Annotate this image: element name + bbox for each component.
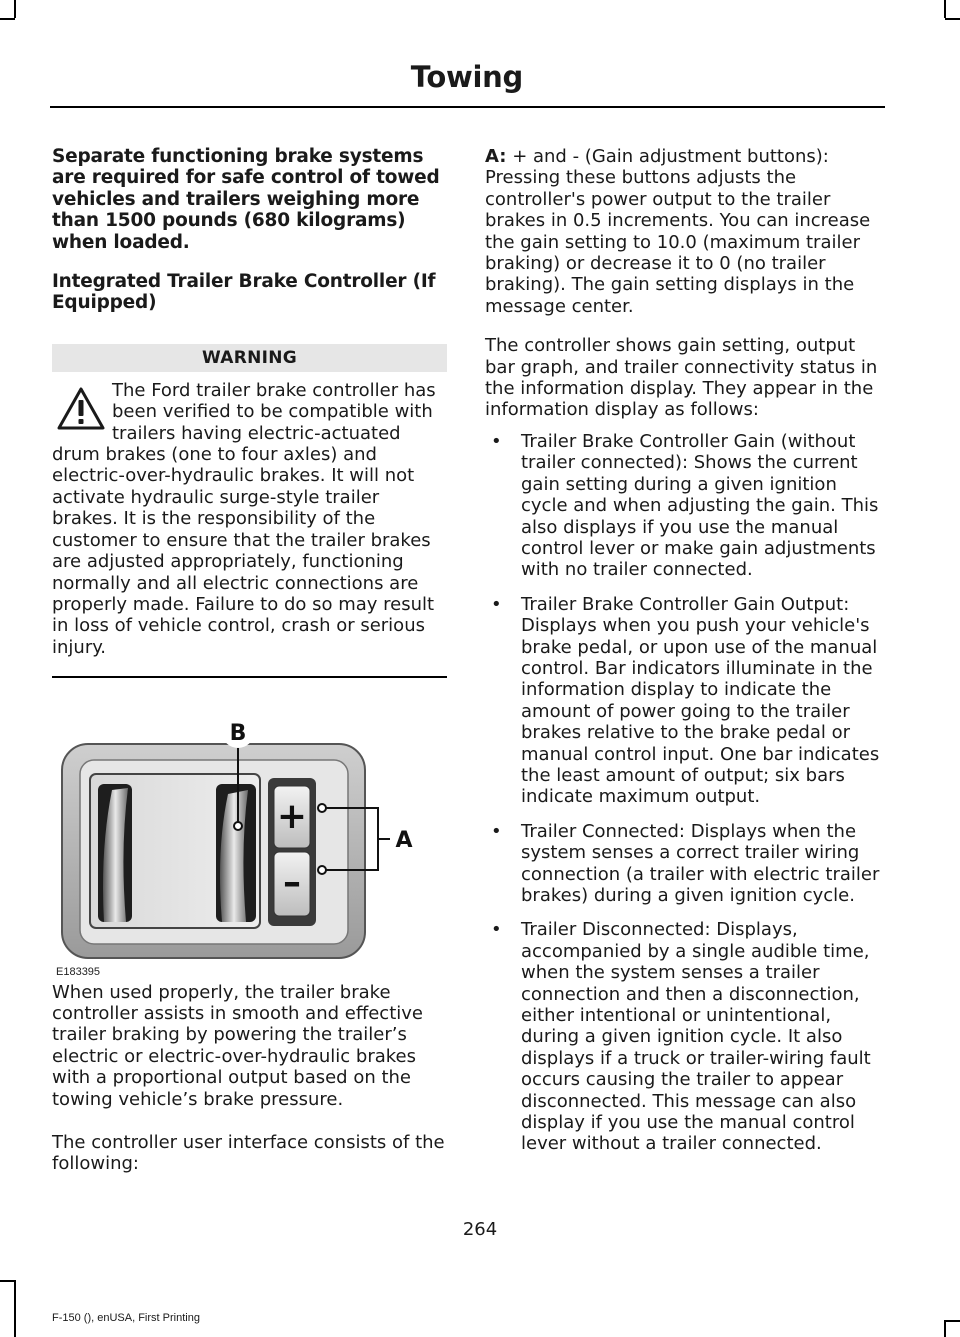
crop-mark-bottom-right-h (945, 1320, 960, 1322)
bullet-icon: • (491, 430, 502, 452)
crop-mark-top-left (14, 0, 16, 18)
warning-box (52, 344, 447, 678)
minus-button-glyph: – (283, 861, 301, 903)
crop-mark-top-right-h (945, 18, 960, 20)
bullet-icon: • (491, 820, 502, 842)
list-item (485, 821, 880, 907)
list-item-text: Trailer Connected: Displays when the system senses a correct trailer wiring connection (a trailer with electric trailer brakes) during a given ignition cycle. (521, 820, 880, 906)
list-item-text: Trailer Brake Controller Gain (without trailer connected): Shows the current gain setting during a given ignition cycle and when adjusting the gain. This also displays if you use the manual control lever or make gain adjustments with no trailer connected. (521, 430, 879, 581)
list-item (485, 594, 880, 808)
header-rule (50, 106, 885, 108)
crop-mark-bottom-right (944, 1320, 946, 1337)
list-item-text: Trailer Brake Controller Gain Output: Displays when you push your vehicle's brake pedal, or upon use of the manual control. Bar indicators illuminate in the information display to indicate the amount of power going to the trailer brakes relative to the brake pedal or manual control input. One bar indicates the least amount of output; six bars indicate maximum output. (521, 593, 880, 808)
crop-mark-top-left-h (0, 18, 15, 20)
figure-code: E183395 (56, 965, 101, 978)
page-title: Towing (410, 60, 523, 94)
intro-bold-paragraph: Separate functioning brake systems are required for safe control of towed vehicles and trailers weighing more than 1500 pounds (680 kilograms) when loaded. (52, 146, 440, 253)
item-a-text: + and - (Gain adjustment buttons): Pressing these buttons adjusts the controller's power output to the trailer brakes in 0.5 increments. You can increase the gain setting to 10.0 (maximum trailer braking) or decrease it to 0 (no trailer braking). The gain setting displays in the message center. (485, 146, 871, 317)
controller-description: When used properly, the trailer brake controller assists in smooth and effective trailer braking by powering the trailer’s electric or electric-over-hydraulic brakes with a proportional output based on the towing vehicle’s brake pressure. (52, 981, 423, 1110)
warning-title: WARNING (52, 344, 447, 372)
list-item (485, 431, 880, 581)
plus-button-glyph: + (276, 795, 308, 837)
crop-mark-bottom-left-h (0, 1280, 15, 1282)
warning-body (52, 380, 447, 658)
item-a-label: A: (485, 146, 507, 167)
left-column (52, 146, 447, 1175)
display-intro: The controller shows gain setting, output bar graph, and trailer connectivity status in the information display. They appear in the information display as follows: (485, 335, 878, 421)
warning-text: The Ford trailer brake controller has been verified to be compatible with trailers having electric-actuated drum brakes (one to four axles) and electric-over-hydraulic brakes. It will not activate hydraulic surge-style trailer brakes. It is the responsibility of the customer to ensure that the trailer brakes are adjusted appropriately, functioning normally and all electric connections are properly made. Failure to do so may result in loss of vehicle control, crash or serious injury. (52, 379, 436, 658)
warning-end-rule (52, 676, 447, 678)
crop-mark-top-right (944, 0, 946, 18)
display-message-list (485, 431, 880, 1155)
section-subheading: Integrated Trailer Brake Controller (If Equipped) (52, 271, 436, 314)
page-number: 264 (462, 1219, 498, 1240)
warning-triangle-icon (56, 386, 106, 432)
controller-illustration (52, 690, 447, 978)
callout-b-label: B (229, 720, 247, 746)
gain-buttons-description (485, 146, 880, 317)
bullet-icon: • (491, 593, 502, 615)
right-column (485, 146, 880, 1168)
controller-figure (52, 690, 447, 978)
bullet-icon: • (491, 919, 502, 941)
list-item-text: Trailer Disconnected: Displays, accompanied by a single audible time, when the system senses a trailer connection and then a disconnection, either intentional or unintentional, during a given ignition cycle. It also displays if a truck or trailer-wiring fault occurs causing the trailer to appear disconnected. This message can also display if you use the manual control lever without a trailer connected. (521, 919, 871, 1155)
crop-mark-bottom-left (14, 1280, 16, 1337)
interface-intro: The controller user interface consists of the following: (52, 1132, 445, 1175)
callout-a-label: A (395, 827, 413, 853)
edition-footer: F-150 (), enUSA, First Printing (52, 1312, 200, 1324)
list-item (485, 919, 880, 1154)
